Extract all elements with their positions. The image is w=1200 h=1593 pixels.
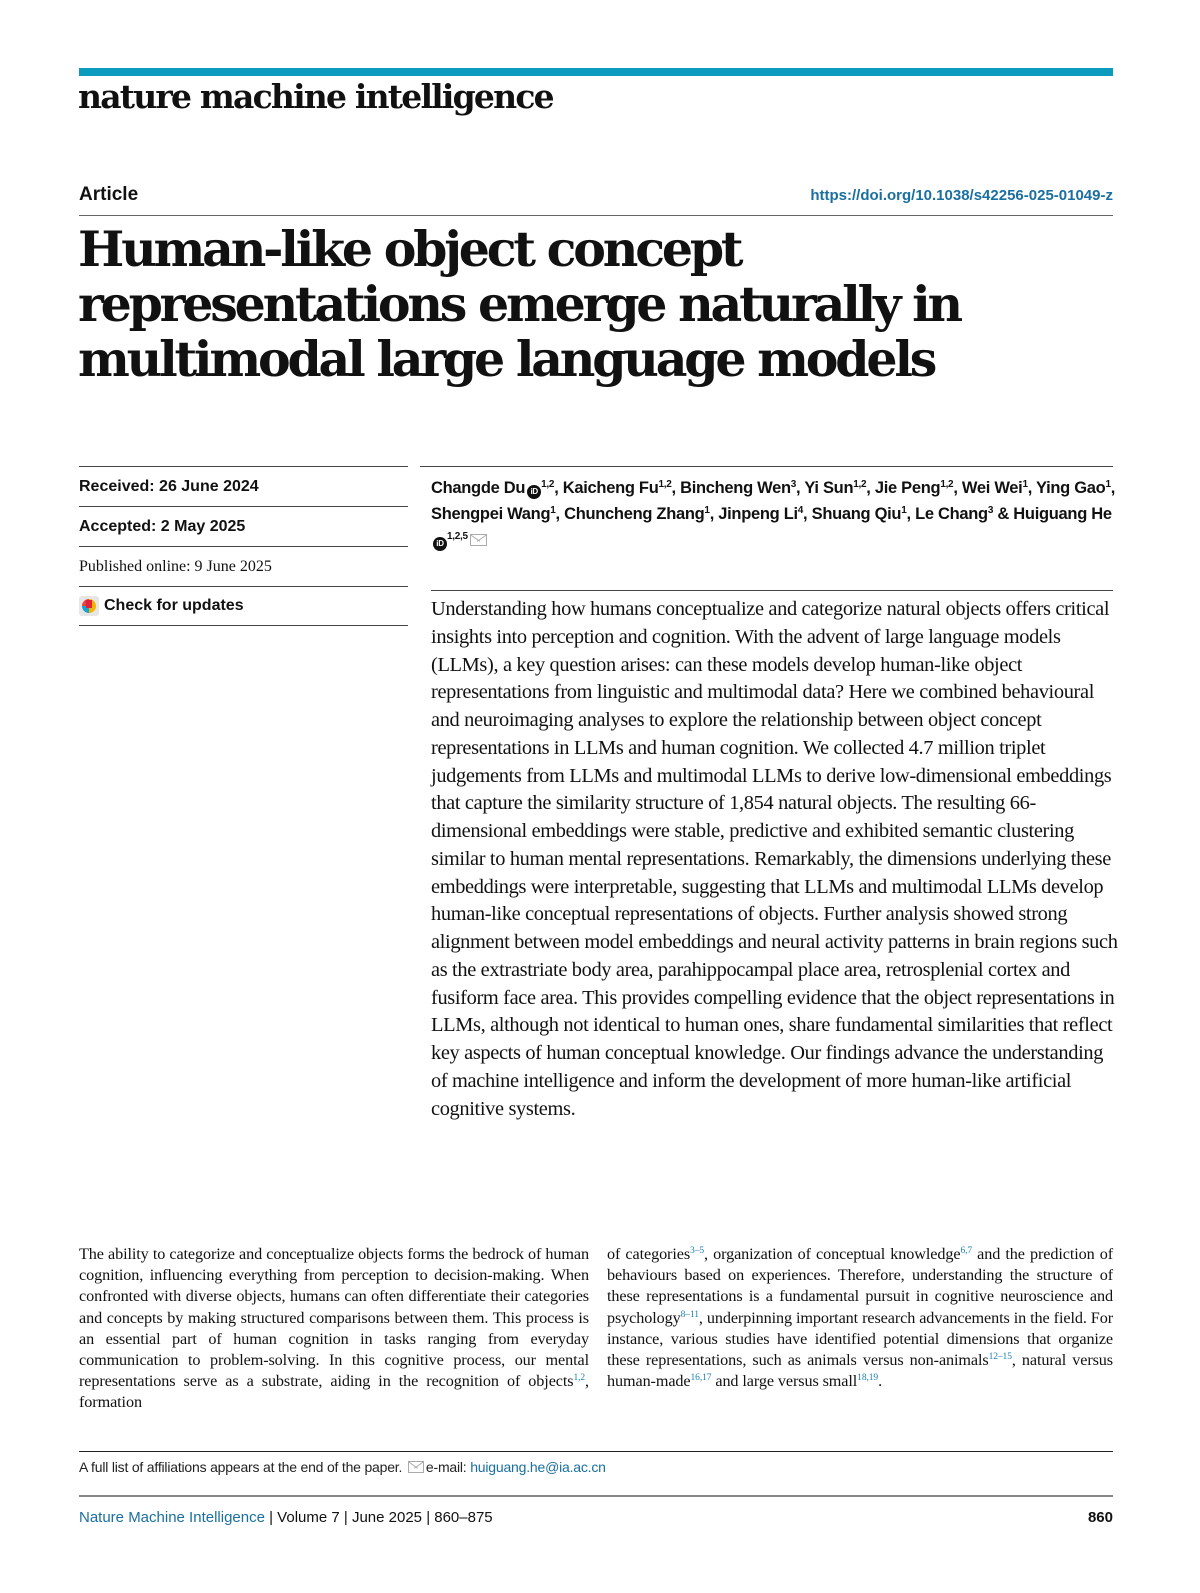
author-name[interactable]: Shengpei Wang [431,505,551,523]
citation-link[interactable]: 18,19 [857,1373,879,1384]
author-name[interactable]: Changde Du [431,479,526,497]
author-name[interactable]: Jie Peng [874,479,941,497]
doi-link[interactable]: https://doi.org/10.1038/s42256-025-01049-z [810,187,1113,204]
author-name[interactable]: Wei Wei [961,479,1023,497]
affiliation-marker: 1 [550,505,556,516]
affiliations-note [79,1459,606,1475]
check-for-updates-button[interactable] [79,586,408,626]
author-name[interactable]: Yi Sun [804,479,854,497]
citation-link[interactable]: 8–11 [680,1309,699,1320]
affiliations-text: A full list of affiliations appears at the end of the paper. [79,1459,403,1475]
envelope-icon [408,1461,424,1473]
affiliation-marker: 1,2 [853,479,867,490]
citation-link[interactable]: 1,2 [573,1373,586,1384]
publication-dates [79,466,408,626]
author-name[interactable]: Shuang Qiu [811,505,902,523]
affiliation-marker: 1,2 [940,479,954,490]
affiliation-marker: 1 [704,505,710,516]
issue-details: | Volume 7 | June 2025 | 860–875 [264,1509,493,1526]
citation-link[interactable]: 12–15 [988,1352,1012,1363]
citation-link[interactable]: 16,17 [690,1373,712,1384]
citation-link[interactable]: 3–5 [690,1246,704,1256]
divider [79,1495,1113,1497]
envelope-icon[interactable] [470,534,487,546]
accepted-date: Accepted: 2 May 2025 [79,506,408,546]
affiliation-marker: 1 [901,505,907,516]
divider [431,590,1113,591]
journal-accent-bar [79,68,1113,76]
affiliation-marker: 3 [790,479,797,490]
journal-name: nature machine intelligence [78,77,553,116]
divider [79,1451,1113,1452]
affiliation-marker: 4 [797,505,804,516]
author-name[interactable]: Bincheng Wen [680,479,791,497]
orcid-icon[interactable]: iD [433,537,447,551]
journal-footer-link[interactable]: Nature Machine Intelligence [79,1509,265,1526]
body-text-left-column: The ability to categorize and conceptualize objects forms the bedrock of human cognition, influencing everything from perception to decision-making. When confronted with diverse objects, humans can often differentiate their categories and concepts by making structured comparisons between them. This process is an essential part of human cognition in tasks ranging from everyday communication to problem-solving. In this cognitive process, our mental representations serve as a substrate, aiding in the recognition of objects$^{1,2}$, formation [79,1245,589,1412]
author-name[interactable]: Le Chang [915,505,988,523]
page-number: 860 [1087,1509,1113,1526]
divider [420,466,1113,467]
received-date: Received: 26 June 2024 [79,466,408,506]
affiliation-marker: 1,2,5 [447,531,468,542]
orcid-icon[interactable]: iD [527,485,541,499]
article-title: Human-like object concept representations emerge naturally in multimodal large language models [78,220,960,388]
article-header-row [79,184,1113,208]
affiliation-marker: 1,2 [658,479,672,490]
article-type: Article [79,184,139,205]
citation-link[interactable]: 6,7 [960,1246,973,1256]
abstract: Understanding how humans conceptualize and categorize natural objects offers critical insights into perception and cognition. With the advent of large language models (LLMs), a key question arises: can these models develop human-like object representations from linguistic and multimodal data? Here we combined behavioural and neuroimaging analyses to explore the relationship between object concept representations in LLMs and human cognition. We collected 4.7 million triplet judgements from LLMs and multimodal LLMs to derive low-dimensional embeddings that capture the similarity structure of 1,854 natural objects. The resulting 66-dimensional embeddings were stable, predictive and exhibited semantic clustering similar to human mental representations. Remarkably, the dimensions underlying these embeddings were interpretable, suggesting that LLMs and multimodal LLMs develop human-like conceptual representations of objects. Further analysis showed strong alignment between model embeddings and neural activity patterns in brain regions such as the extrastriate body area, parahippocampal place area, retrosplenial cortex and fusiform face area. This provides compelling evidence that the object representations in LLMs, although not identical to human ones, share fundamental similarities that reflect key aspects of human conceptual knowledge. Our findings advance the understanding of machine intelligence and inform the development of more human-like artificial cognitive systems. [431,598,1118,1120]
author-name[interactable]: Kaicheng Fu [562,479,659,497]
page-footer [79,1509,1113,1526]
email-label: e-mail: [425,1459,471,1475]
published-date: Published online: 9 June 2025 [79,546,408,586]
check-for-updates-label: Check for updates [104,597,244,614]
author-name[interactable]: Chuncheng Zhang [564,505,705,523]
author-name[interactable]: Jinpeng Li [718,505,798,523]
crossmark-icon [79,596,99,616]
affiliation-marker: 3 [987,505,994,516]
author-name[interactable]: Ying Gao [1036,479,1106,497]
affiliation-marker: 1 [1105,479,1111,490]
body-text-right-column: of categories$^{3-5}$, organization of conceptual knowledge$^{6,7}$ and the prediction of behaviours based on experiences. Therefore, understanding the structure of these representations is a fundamental pursuit in cognitive neuroscience and psychology$^{8-11}$, underpinning important research advancements in the field. For instance, various studies have identified potential dimensions that organize these representations, such as animals versus non-animals$^{12-15}$, natural versus human-made$^{16,17}$ and large versus small$^{18,19}$. [607,1245,1114,1391]
email-link[interactable]: huiguang.he@ia.ac.cn [470,1459,606,1475]
author-list: Changde Du iD$^{1,2}$, Kaicheng Fu$^{1,2}$, Bincheng Wen$^3$, Yi Sun$^{1,2}$, Jie Peng$^{1,2}$, Wei Wei$^1$, Ying Gao$^1$, Shengpei Wang$^1$, Chuncheng Zhang$^1$, Jinpeng Li$^4$, Shuang Qiu$^1$, Le Chang$^3$ & Huiguang HeiD$^{1,2,5}$ [431,475,1121,553]
affiliation-marker: 1 [1022,479,1028,490]
author-name[interactable]: Huiguang He [1013,505,1112,523]
affiliation-marker: 1,2 [541,479,555,490]
divider [79,215,1113,216]
